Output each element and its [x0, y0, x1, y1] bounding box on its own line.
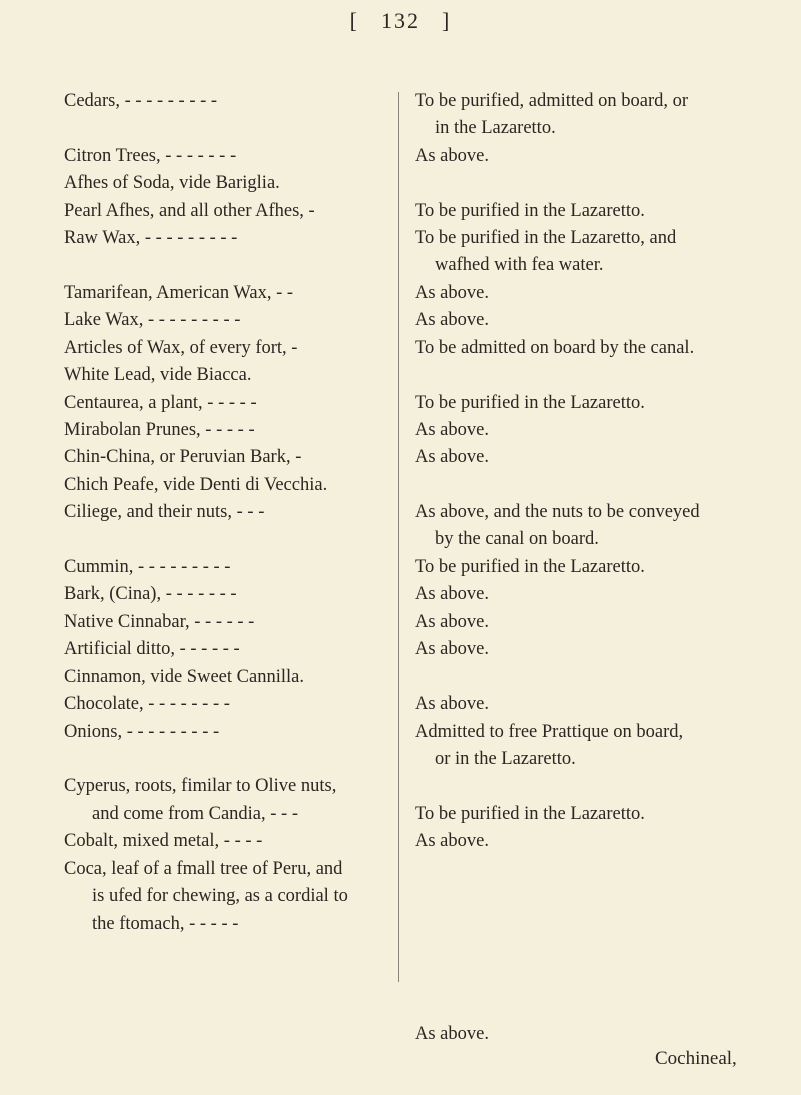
item-cinnamon: Cinnamon, vide Sweet Cannilla.: [64, 667, 304, 687]
regulation-ciliege-cont: by the canal on board.: [435, 529, 599, 549]
item-centaurea: Centaurea, a plant, - - - - -: [64, 393, 257, 413]
item-ciliege: Ciliege, and their nuts, - - -: [64, 502, 265, 522]
regulation-chin-china: As above.: [415, 447, 489, 467]
regulation-artificial-ditto: As above.: [415, 639, 489, 659]
item-white-lead: White Lead, vide Biacca.: [64, 365, 252, 385]
regulation-tamarisean-wax: As above.: [415, 283, 489, 303]
item-tamarisean-wax: Tamarifean, American Wax, - -: [64, 283, 294, 303]
item-citron-trees: Citron Trees, - - - - - - -: [64, 146, 237, 166]
item-raw-wax: Raw Wax, - - - - - - - - -: [64, 228, 238, 248]
item-articles-of-wax: Articles of Wax, of every fort, -: [64, 338, 298, 358]
item-lake-wax: Lake Wax, - - - - - - - - -: [64, 310, 241, 330]
item-onions: Onions, - - - - - - - - -: [64, 722, 220, 742]
item-mirabolan-prunes: Mirabolan Prunes, - - - - -: [64, 420, 255, 440]
item-cyperus-cont: and come from Candia, - - -: [92, 804, 298, 824]
regulation-coca: As above.: [415, 1024, 489, 1044]
close-bracket: ]: [442, 8, 452, 33]
item-cyperus: Cyperus, roots, fimilar to Olive nuts,: [64, 776, 337, 796]
item-native-cinnabar: Native Cinnabar, - - - - - -: [64, 612, 255, 632]
item-coca-cont: is ufed for chewing, as a cordial to: [92, 886, 348, 906]
page-number: 132: [381, 8, 420, 33]
regulation-raw-wax-cont: wafhed with fea water.: [435, 255, 604, 275]
column-divider: [398, 92, 399, 982]
catchword: Cochineal,: [655, 1048, 737, 1069]
regulation-chocolate: As above.: [415, 694, 489, 714]
item-pearl-ashes: Pearl Afhes, and all other Afhes, -: [64, 201, 315, 221]
regulation-raw-wax: To be purified in the Lazaretto, and: [415, 228, 677, 248]
item-cobalt: Cobalt, mixed metal, - - - -: [64, 831, 263, 851]
item-chich-pease: Chich Peafe, vide Denti di Vecchia.: [64, 475, 328, 495]
regulation-pearl-ashes: To be purified in the Lazaretto.: [415, 201, 645, 221]
regulation-articles-of-wax: To be admitted on board by the canal.: [415, 338, 695, 358]
regulation-lake-wax: As above.: [415, 310, 489, 330]
item-cedars: Cedars, - - - - - - - - -: [64, 91, 218, 111]
page-header: [0, 8, 801, 34]
item-cummin: Cummin, - - - - - - - - -: [64, 557, 231, 577]
item-bark-cina: Bark, (Cina), - - - - - - -: [64, 584, 237, 604]
open-bracket: [: [349, 8, 359, 33]
regulation-cedars: To be purified, admitted on board, or: [415, 91, 689, 111]
regulation-mirabolan-prunes: As above.: [415, 420, 489, 440]
regulation-bark-cina: As above.: [415, 584, 489, 604]
regulation-ciliege: As above, and the nuts to be conveyed: [415, 502, 700, 522]
regulation-citron-trees: As above.: [415, 146, 489, 166]
regulation-onions: Admitted to free Prattique on board,: [415, 722, 684, 742]
item-ashes-of-soda: Afhes of Soda, vide Bariglia.: [64, 173, 280, 193]
item-coca-cont2: the ftomach, - - - - -: [92, 914, 239, 934]
item-artificial-ditto: Artificial ditto, - - - - - -: [64, 639, 240, 659]
regulation-onions-cont: or in the Lazaretto.: [435, 749, 576, 769]
regulation-cummin: To be purified in the Lazaretto.: [415, 557, 645, 577]
regulation-cobalt: As above.: [415, 831, 489, 851]
item-chin-china: Chin-China, or Peruvian Bark, -: [64, 447, 302, 467]
regulation-cyperus: To be purified in the Lazaretto.: [415, 804, 645, 824]
regulation-native-cinnabar: As above.: [415, 612, 489, 632]
item-chocolate: Chocolate, - - - - - - - -: [64, 694, 230, 714]
regulation-centaurea: To be purified in the Lazaretto.: [415, 393, 645, 413]
regulation-cedars-cont: in the Lazaretto.: [435, 118, 556, 138]
item-coca: Coca, leaf of a fmall tree of Peru, and: [64, 859, 343, 879]
